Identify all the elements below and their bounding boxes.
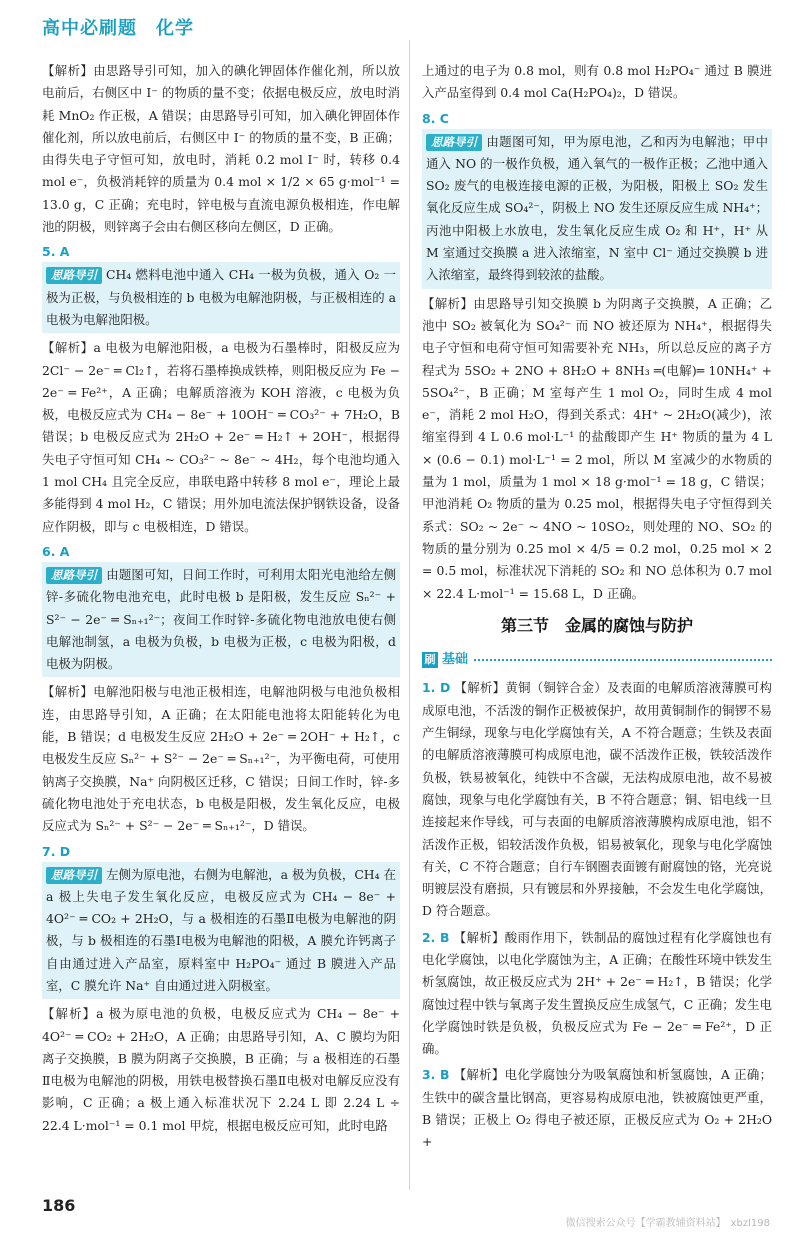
answer-paragraph: 【解析】a 极为原电池的负极，电极反应式为 CH₄ − 8e⁻ + 4O²⁻ ═ CO₂ + 2H₂O，A 正确；由思路导引知，A、C 膜均为阳离子交换膜，B 膜为阴离子交换膜，B 正确；与 a 极相连的石墨Ⅱ电极为电解池的阴极，用铁电极替换石墨Ⅱ电极对电解反应没有影响，C 正确；a 极上通入标准状况下 2.24 L 即 2.24 L ÷ 22.4 L·mol⁻¹ = 0.1 mol 甲烷，根据电极反应可知，此时电路	[42, 1006, 400, 1133]
guide-tag: 思路导引	[426, 134, 482, 151]
answer-text: 【解析】黄铜（铜锌合金）及表面的电解质溶液薄膜可构成原电池，不活泼的铜作正极被保护，故用黄铜制作的铜锣不易产生铜绿，现象与电化学腐蚀有关，A 不符合题意；生铁及表面的电解质溶液薄膜可构成原电池，碳不活泼作正极，铁较活泼作负极，铁易被氧化，纯铁中不含碳，无法构成原电池，故不易被腐蚀，现象与电化学腐蚀有关，B 不符合题意；铜、铝电线一旦连接起来作导线，可与表面的电解质溶液薄膜构成原电池，铝不活泼作正极，铝较活泼作负极，铝易被氧化，现象与电化学腐蚀有关，C 不符合题意；自行车钢圈表面镀有耐腐蚀的铬，光亮说明镀层没有磨损，只有镀层和外界接触，不会发生电化学腐蚀，D 符合题意。	[422, 680, 772, 919]
guide-tag: 思路导引	[46, 867, 102, 884]
question-number: 2. B	[422, 929, 450, 945]
answer-paragraph: 【解析】由思路导引知交换膜 b 为阴离子交换膜，A 正确；乙池中 SO₂ 被氧化为 SO₄²⁻ 而 NO 被还原为 NH₄⁺，根据得失电子守恒和电荷守恒可知需要补充 NH₃，所以总反应的离子方程式为 5SO₂ + 2NO + 8H₂O + 8NH₃ ═(电解)═ 10NH₄⁺ + 5SO₄²⁻，B 正确；M 室每产生 1 mol O₂，同时生成 4 mol e⁻，消耗 2 mol H₂O，得到关系式：4H⁺ ~ 2H₂O(减少)，浓缩室得到 4 L 0.6 mol·L⁻¹ 的盐酸即产生 H⁺ 物质的量为 4 L × (0.6 − 0.1) mol·L⁻¹ = 2 mol，所以 M 室减少的水物质的量为 1 mol，质量为 1 mol × 18 g·mol⁻¹ = 18 g，C 错误；甲池消耗 O₂ 物质的量为 0.25 mol，根据得失电子守恒得到关系式：SO₂ ~ 2e⁻ ~ 4NO ~ 10SO₂，则处理的 NO、SO₂ 的物质的量分别为 0.25 mol × 4/5 = 0.2 mol，0.25 mol × 2 = 0.5 mol，标准状况下消耗的 SO₂ 和 NO 总体积为 0.7 mol × 22.4 L·mol⁻¹ = 15.68 L，D 正确。	[422, 295, 772, 601]
page-title: 高中必刷题 化学	[42, 18, 194, 39]
question-number: 3. B	[422, 1067, 450, 1083]
dotted-rule	[474, 659, 772, 661]
basics-label: 基础	[442, 652, 469, 668]
guide-box	[42, 262, 400, 333]
guide-box	[42, 562, 400, 677]
guide-text: 左侧为原电池，右侧为电解池，a 极为负极，CH₄ 在 a 极上失电子发生氧化反应，电极反应式为 CH₄ − 8e⁻ + 4O²⁻ ═ CO₂ + 2H₂O，与 a 极相连的石墨Ⅱ电极为电解池的阴极，与 b 极相连的石墨Ⅰ电极为电解池的阳极，A 膜允许钙离子自由通过进入产品室，原料室中 H₂PO₄⁻ 通过 B 膜进入产品室，C 膜允许 Na⁺ 自由通过进入阴极室。	[46, 866, 396, 993]
question-number: 6. A	[42, 543, 70, 559]
answer-text: 【解析】电化学腐蚀分为吸氧腐蚀和析氢腐蚀，A 正确；生铁中的碳含量比钢高，更容易构成原电池，铁被腐蚀更严重，B 错误；正极上 O₂ 得电子被还原，正极反应式为 O₂ + 2H₂O +	[422, 1067, 772, 1150]
column-divider	[409, 40, 410, 1190]
basics-header	[422, 649, 772, 671]
question-number: 7. D	[42, 843, 71, 859]
question-number: 5. A	[42, 244, 70, 260]
guide-tag: 思路导引	[46, 267, 102, 284]
left-column	[42, 60, 400, 1141]
answer-text: 【解析】酸雨作用下，铁制品的腐蚀过程有化学腐蚀也有电化学腐蚀，以电化学腐蚀为主，A 正确；在酸性环境中铁发生析氢腐蚀，故正极反应式为 2H⁺ + 2e⁻ ═ H₂↑，B 错误；化学腐蚀过程中铁与氧离子发生置换反应生成氢气，C 正确；发生电化学腐蚀时铁是负极，负极反应式为 Fe − 2e⁻ ═ Fe²⁺，D 正确。	[422, 929, 772, 1057]
answer-paragraph	[422, 1064, 772, 1153]
section-title: 第三节 金属的腐蚀与防护	[500, 615, 693, 635]
question-number: 1. D	[422, 680, 451, 696]
answer-paragraph: 【解析】由思路导引可知，加入的碘化钾固体作催化剂，所以放电前后，右侧区中 I⁻ 的物质的量不变；依据电极反应，放电时消耗 MnO₂ 作正极，A 错误；由思路导引可知，加入碘化钾固体作催化剂，所以放电前后，右侧区中 I⁻ 的物质的量不变，B 正确；由得失电子守恒可知，放电时，消耗 0.2 mol I⁻ 时，转移 0.4 mol e⁻，负极消耗锌的质量为 0.4 mol × 1/2 × 65 g·mol⁻¹ = 13.0 g，C 正确；充电时，锌电极与直流电源负极相连，作电解池的阴极，则锌离子会由右侧区移向左侧区，D 正确。	[42, 63, 400, 235]
guide-text: CH₄ 燃料电池中通入 CH₄ 一极为负极，通入 O₂ 一极为正极，与负极相连的 b 电极为电解池阴极，与正极相连的 a 电极为电解池阳极。	[46, 267, 396, 327]
brush-icon: 刷	[422, 652, 438, 668]
answer-paragraph	[422, 927, 772, 1061]
watermark: 微信搜索公众号【学霸教辅资料站】 xbzl198	[565, 1218, 770, 1229]
question-number: 8. C	[422, 110, 449, 126]
answer-paragraph	[422, 677, 772, 922]
right-column	[422, 60, 772, 1158]
page-number: 186	[42, 1196, 76, 1215]
answer-paragraph: 【解析】a 电极为电解池阳极，a 电极为石墨棒时，阳极反应为 2Cl⁻ − 2e⁻ ═ Cl₂↑，若将石墨棒换成铁棒，则阳极反应为 Fe − 2e⁻ ═ Fe²⁺，A 正确；电解质溶液为 KOH 溶液，c 电极为负极，电极反应式为 CH₄ − 8e⁻ + 10OH⁻ ═ CO₃²⁻ + 7H₂O，B 错误；b 电极反应式为 2H₂O + 2e⁻ ═ H₂↑ + 2OH⁻，根据得失电子守恒可知 CH₄ ~ CO₃²⁻ ~ 8e⁻ ~ 4H₂，每个电池均通入 1 mol CH₄ 且完全反应，串联电路中转移 8 mol e⁻，理论上最多能得到 4 mol H₂，C 错误；用外加电流法保护钢铁设备，设备应作阴极，即与 c 电极相连，D 错误。	[42, 340, 400, 534]
answer-paragraph: 上通过的电子为 0.8 mol，则有 0.8 mol H₂PO₄⁻ 通过 B 膜进入产品室得到 0.4 mol Ca(H₂PO₄)₂，D 错误。	[422, 63, 772, 101]
answer-paragraph: 【解析】电解池阳极与电池正极相连，电解池阴极与电池负极相连，由思路导引知，A 正确；在太阳能电池将太阳能转化为电能，B 错误；d 电极发生反应 2H₂O + 2e⁻ ═ 2OH⁻ + H₂↑，c 电极发生反应 Sₙ²⁻ + S²⁻ − 2e⁻ ═ Sₙ₊₁²⁻，为平衡电荷，可使用钠离子交换膜，Na⁺ 向阴极区迁移，C 错误；日间工作时，锌-多硫化物电池处于充电状态，b 电极是阳极，发生氧化反应，电极反应式为 Sₙ²⁻ + S²⁻ − 2e⁻ ═ Sₙ₊₁²⁻，D 错误。	[42, 684, 401, 834]
guide-tag: 思路导引	[46, 567, 102, 584]
guide-text: 由题图可知，日间工作时，可利用太阳光电池给左侧锌-多硫化物电池充电，此时电极 b 是阳极，发生反应 Sₙ²⁻ + S²⁻ − 2e⁻ ═ Sₙ₊₁²⁻；夜间工作时锌-多硫化物电池放电使右侧电解池制氢，a 电极为负极，b 电极为正极，c 电极为阳极，d 电极为阴极。	[46, 566, 396, 672]
guide-box	[42, 862, 400, 1000]
guide-box	[422, 129, 772, 289]
guide-text: 由题图可知，甲为原电池，乙和丙为电解池；甲中通入 NO 的一极作负极，通入氧气的一极作正极；乙池中通入 SO₂ 废气的电极连接电源的正极，为阳极，阳极上 SO₂ 发生氧化反应生成 SO₄²⁻，阴极上 NO 发生还原反应生成 NH₄⁺；丙池中阳极上水放电，发生氧化反应生成 O₂ 和 H⁺，H⁺ 从 M 室通过交换膜 a 进入浓缩室，N 室中 Cl⁻ 通过交换膜 b 进入浓缩室，最终得到较浓的盐酸。	[426, 133, 768, 283]
